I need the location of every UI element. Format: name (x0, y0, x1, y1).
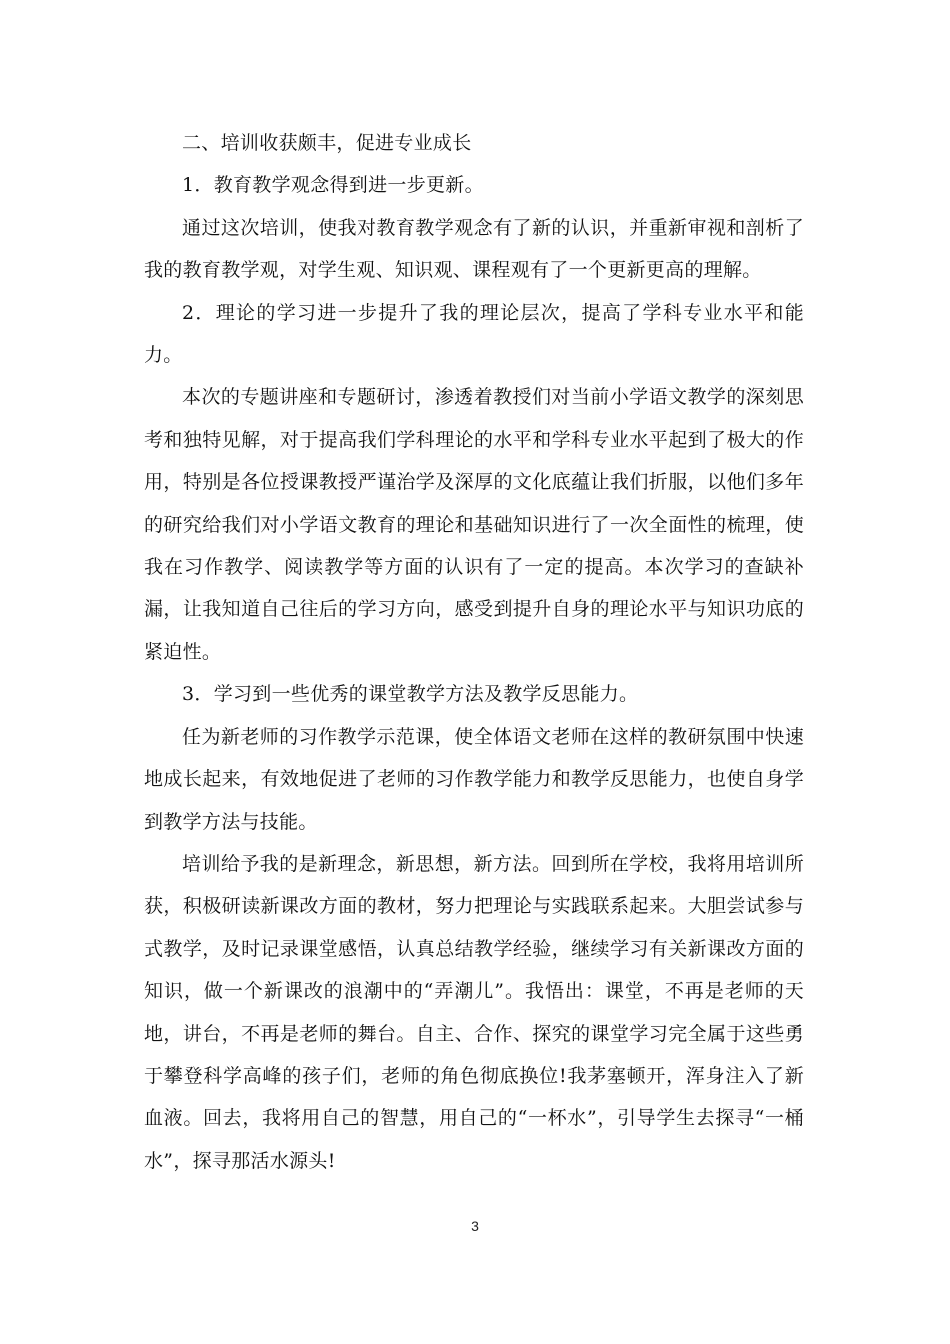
paragraph: 培训给予我的是新理念，新思想，新方法。回到所在学校，我将用培训所获，积极研读新课改方面的教材，努力把理论与实践联系起来。大胆尝试参与式教学，及时记录课堂感悟，认真总结教学经验，继续学习有关新课改方面的知识，做一个新课改的浪潮中的“弄潮儿”。我悟出：课堂，不再是老师的天地，讲台，不再是老师的舞台。自主、合作、探究的课堂学习完全属于这些勇于攀登科学高峰的孩子们，老师的角色彻底换位!我茅塞顿开，浑身注入了新血液。回去，我将用自己的智慧，用自己的“一杯水”，引导学生去探寻“一桶水”，探寻那活水源头! (144, 852, 804, 1172)
paragraph: 任为新老师的习作教学示范课，使全体语文老师在这样的教研氛围中快速地成长起来，有效地促进了老师的习作教学能力和教学反思能力，也使自身学到教学方法与技能。 (144, 725, 804, 833)
document-body (144, 122, 804, 1182)
page-number: 3 (471, 1218, 479, 1234)
subheading-3: 3．学习到一些优秀的课堂教学方法及教学反思能力。 (182, 683, 639, 706)
subheading-1: 1．教育教学观念得到进一步更新。 (182, 174, 484, 197)
paragraph: 本次的专题讲座和专题研讨，渗透着教授们对当前小学语文教学的深刻思考和独特见解，对于提高我们学科理论的水平和学科专业水平起到了极大的作用，特别是各位授课教授严谨治学及深厚的文化底蕴让我们折服，以他们多年的研究给我们对小学语文教育的理论和基础知识进行了一次全面性的梳理，使我在习作教学、阅读教学等方面的认识有了一定的提高。本次学习的查缺补漏，让我知道自己往后的学习方向，感受到提升自身的理论水平与知识功底的紧迫性。 (144, 386, 804, 663)
subheading-2: 2．理论的学习进一步提升了我的理论层次，提高了学科专业水平和能力。 (144, 301, 804, 367)
paragraph: 通过这次培训，使我对教育教学观念有了新的认识，并重新审视和剖析了我的教育教学观，对学生观、知识观、课程观有了一个更新更高的理解。 (144, 216, 804, 282)
section-heading: 二、培训收获颇丰，促进专业成长 (182, 132, 472, 154)
